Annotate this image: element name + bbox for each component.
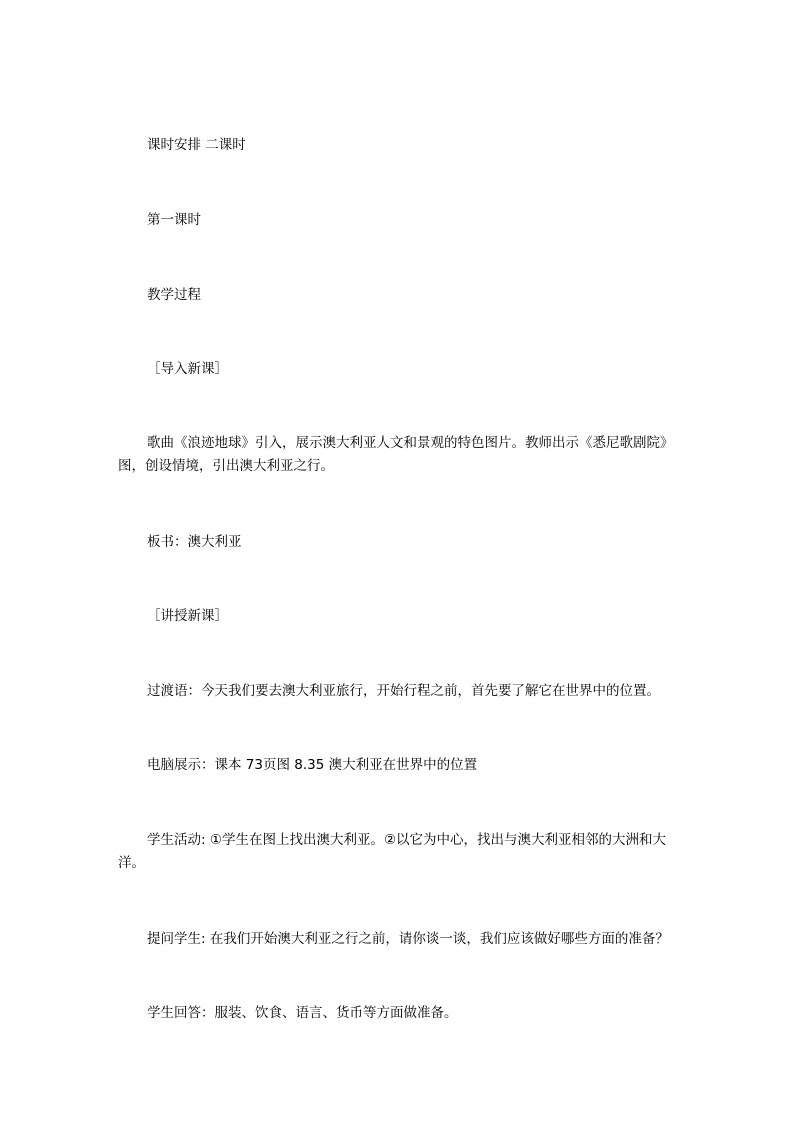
teacher-question-paragraph: 提问学生: 在我们开始澳大利亚之行之前，请你谈一谈，我们应该做好哪些方面的准备？ (147, 931, 669, 947)
student-answer-paragraph: 学生回答：服装、饮食、语言、货币等方面做准备。 (147, 1005, 458, 1021)
new-lesson-heading: ［讲授新课］ (147, 608, 228, 624)
teaching-process-heading: 教学过程 (147, 287, 201, 303)
student-activity-paragraph: 学生活动: ①学生在图上找出澳大利亚。②以它为中心，找出与澳大利亚相邻的大洲和大洋。 (118, 832, 667, 871)
transition-paragraph: 过渡语：今天我们要去澳大利亚旅行，开始行程之前，首先要了解它在世界中的位置。 (147, 683, 660, 699)
board-writing: 板书：澳大利亚 (147, 534, 242, 550)
intro-paragraph: 歌曲《浪迹地球》引入，展示澳大利亚人文和景观的特色图片。教师出示《悉尼歌剧院》图，创设情境，引出澳大利亚之行。 (118, 435, 674, 474)
intro-section-heading: ［导入新课］ (147, 361, 228, 377)
lesson-schedule: 课时安排 二课时 (147, 137, 246, 153)
computer-display-paragraph: 电脑展示：课本 73页图 8.35 澳大利亚在世界中的位置 (147, 757, 478, 773)
first-lesson-heading: 第一课时 (147, 212, 201, 228)
